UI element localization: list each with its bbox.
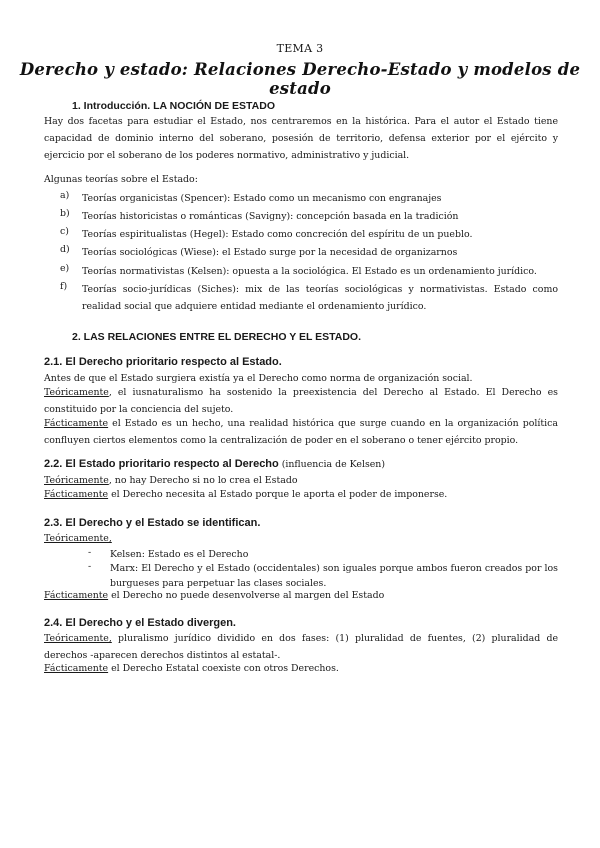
subsection-2-1-facticamente [44, 415, 558, 449]
subsection-2-2-title: 2.2. El Estado prioritario respecto al Derecho [44, 458, 279, 470]
facticamente-label: Fácticamente [44, 489, 109, 500]
facticamente-label: Fácticamente [44, 663, 109, 674]
section-2-heading: 2. LAS RELACIONES ENTRE EL DERECHO Y EL ESTADO. [72, 331, 361, 343]
theories-intro: Algunas teorías sobre el Estado: [44, 174, 198, 185]
list-text: Teorías sociológicas (Wiese): el Estado surge por la necesidad de organizarnos [82, 247, 458, 258]
subsection-2-1-heading: 2.1. El Derecho prioritario respecto al Estado. [44, 356, 282, 368]
subsection-2-3-heading: 2.3. El Derecho y el Estado se identifican. [44, 517, 261, 529]
subsection-2-4-facticamente [44, 663, 564, 674]
teoricamente-label: Teóricamente [44, 387, 109, 398]
document-title: Derecho y estado: Relaciones Derecho-Estado y modelos de estado [19, 60, 581, 98]
list-marker: f) [60, 281, 68, 292]
facticamente-label: Fácticamente [44, 418, 109, 429]
subsection-2-2-facticamente [44, 489, 564, 500]
facticamente-label: Fácticamente [44, 590, 109, 601]
facticamente-text: el Derecho Estatal coexiste con otros Derechos. [108, 663, 339, 674]
facticamente-text: el Derecho necesita al Estado porque le aporta el poder de imponerse. [108, 489, 448, 500]
list-text: Teorías socio-jurídicas (Siches): mix de las teorías sociológicas y normativistas. Estado como realidad social que adquiere entidad mediante el ordenamiento jurídico. [82, 284, 558, 312]
teoricamente-label: Teóricamente [44, 475, 109, 486]
tema-label: TEMA 3 [276, 42, 324, 55]
subsection-2-1-teoricamente [44, 384, 558, 418]
list-marker: - [88, 547, 92, 558]
subsection-2-1-line: Antes de que el Estado surgiera existía ya el Derecho como norma de organización social. [44, 373, 473, 384]
subsection-2-2-note: (influencia de Kelsen) [278, 459, 386, 470]
teoricamente-text: pluralismo jurídico dividido en dos fases: (1) pluralidad de fuentes, (2) pluralidad de derechos -aparecen derechos distintos al estatal-. [44, 633, 558, 661]
list-marker: e) [60, 263, 70, 274]
subsection-2-2-heading [44, 458, 385, 470]
list-marker: - [88, 561, 92, 572]
subsection-2-3-facticamente [44, 590, 564, 601]
section-1-intro: Hay dos facetas para estudiar el Estado, nos centraremos en la histórica. Para el autor el Estado tiene capacidad de dominio interno del soberano, posesión de territorio, defensa exterior por el ejército y ejercicio por el soberano de los poderes normativo, administrativo y judicial. [44, 116, 558, 161]
list-text: Teorías organicistas (Spencer): Estado como un mecanismo con engranajes [82, 193, 442, 204]
list-marker: a) [60, 190, 70, 201]
list-marker: c) [60, 226, 69, 237]
subsection-2-4-heading: 2.4. El Derecho y el Estado divergen. [44, 617, 236, 629]
list-text: Kelsen: Estado es el Derecho [110, 549, 249, 560]
subsection-2-3-teoricamente: Teóricamente, [44, 533, 112, 544]
list-text: Teorías normativistas (Kelsen): opuesta a la sociológica. El Estado es un ordenamiento jurídico. [82, 266, 537, 277]
subsection-2-4-teoricamente [44, 630, 558, 664]
teoricamente-label: Teóricamente, [44, 633, 112, 644]
list-marker: b) [60, 208, 70, 219]
list-text: Marx: El Derecho y el Estado (occidentales) son iguales porque ambos fueron creados por los burgueses para perpetuar las clases sociales. [110, 563, 558, 589]
list-text: Teorías historicistas o románticas (Savigny): concepción basada en la tradición [82, 211, 459, 222]
facticamente-text: el Estado es un hecho, una realidad histórica que surge cuando en la organización política confluyen ciertos elementos como la centralización de poder en el soberano o tener ejército propio. [44, 418, 558, 446]
list-marker: d) [60, 244, 70, 255]
list-text: Teorías espiritualistas (Hegel): Estado como concreción del espíritu de un pueblo. [82, 229, 473, 240]
subsection-2-2-teoricamente [44, 475, 564, 486]
section-1-heading: 1. Introducción. LA NOCIÓN DE ESTADO [72, 100, 276, 112]
facticamente-text: el Derecho no puede desenvolverse al margen del Estado [108, 590, 385, 601]
teoricamente-text: , el iusnaturalismo ha sostenido la preexistencia del Derecho al Estado. El Derecho es constituido por la conciencia del sujeto. [44, 387, 558, 415]
teoricamente-text: , no hay Derecho si no lo crea el Estado [108, 475, 298, 486]
